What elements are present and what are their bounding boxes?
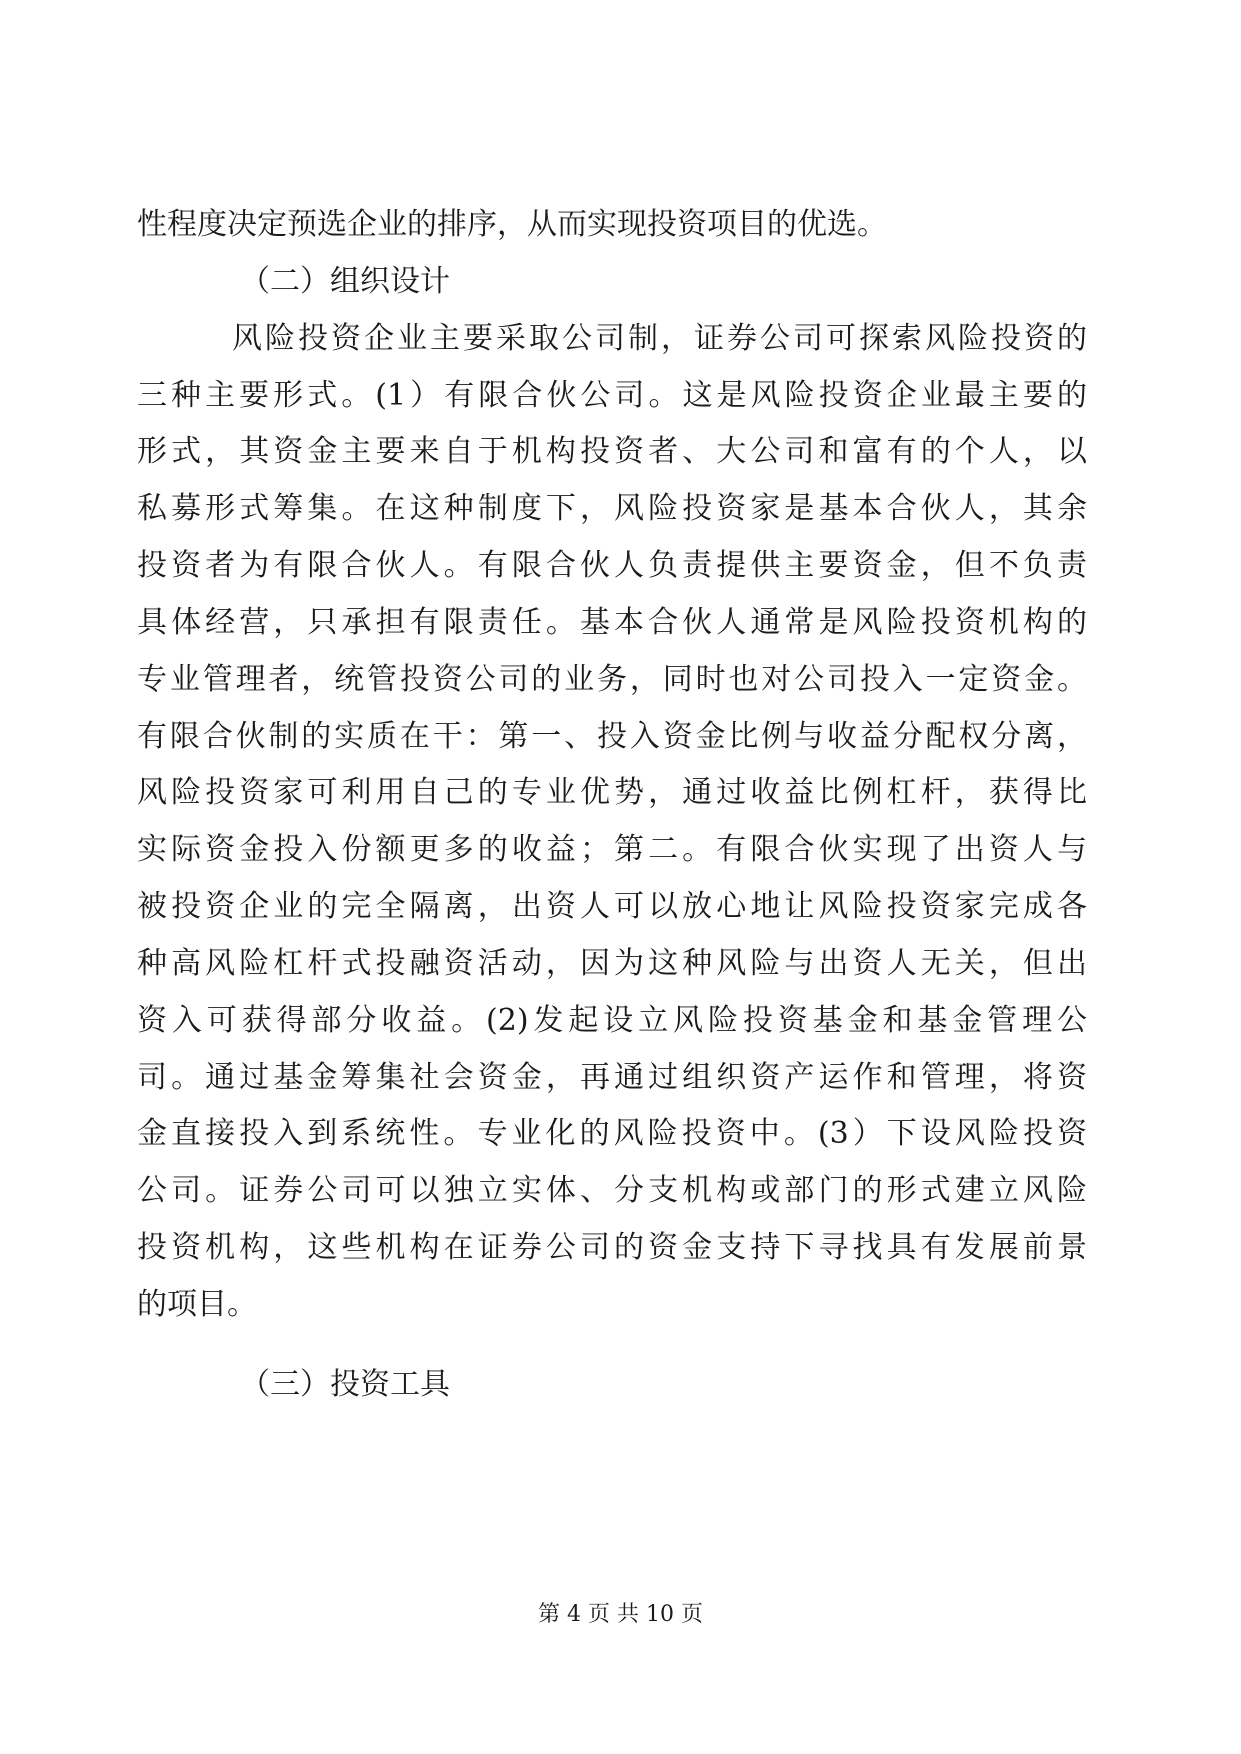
section-heading: （二）组织设计	[240, 264, 450, 299]
text-line: 公司。证券公司可以独立实体、分支机构或部门的形式建立风险	[137, 1173, 1087, 1208]
text-line: 被投资企业的完全隔离，出资人可以放心地让风险投资家完成各	[137, 889, 1087, 924]
text-line: 具体经营，只承担有限责任。基本合伙人通常是风险投资机构的	[137, 605, 1087, 640]
text-line: 风险投资家可利用自己的专业优势，通过收益比例杠杆，获得比	[137, 775, 1087, 810]
text-line: 私募形式筹集。在这种制度下，风险投资家是基本合伙人，其余	[137, 491, 1087, 526]
page-number-footer: 第 4 页 共 10 页	[538, 1602, 703, 1627]
text-line: 投资者为有限合伙人。有限合伙人负责提供主要资金，但不负责	[137, 548, 1087, 583]
text-line: 金直接投入到系统性。专业化的风险投资中。(3）下设风险投资	[137, 1116, 1087, 1151]
text-line: 性程度决定预选企业的排序，从而实现投资项目的优选。	[137, 207, 887, 242]
text-line: 投资机构，这些机构在证券公司的资金支持下寻找具有发展前景	[137, 1230, 1087, 1265]
text-line: 形式，其资金主要来自于机构投资者、大公司和富有的个人，以	[137, 434, 1087, 469]
text-line: 三种主要形式。(1）有限合伙公司。这是风险投资企业最主要的	[137, 378, 1087, 413]
text-line: 种高风险杠杆式投融资活动，因为这种风险与出资人无关，但出	[137, 946, 1087, 981]
text-line: 实际资金投入份额更多的收益；第二。有限合伙实现了出资人与	[137, 832, 1087, 867]
section-heading: （三）投资工具	[240, 1367, 450, 1402]
text-line: 专业管理者，统管投资公司的业务，同时也对公司投入一定资金。	[137, 662, 1087, 697]
text-line: 的项目。	[137, 1287, 257, 1322]
text-line: 有限合伙制的实质在干：第一、投入资金比例与收益分配权分离，	[137, 719, 1087, 754]
text-line: 风险投资企业主要采取公司制，证券公司可探索风险投资的	[232, 321, 1087, 356]
text-line: 司。通过基金筹集社会资金，再通过组织资产运作和管理，将资	[137, 1060, 1087, 1095]
text-line: 资入可获得部分收益。(2)发起设立风险投资基金和基金管理公	[137, 1003, 1087, 1038]
